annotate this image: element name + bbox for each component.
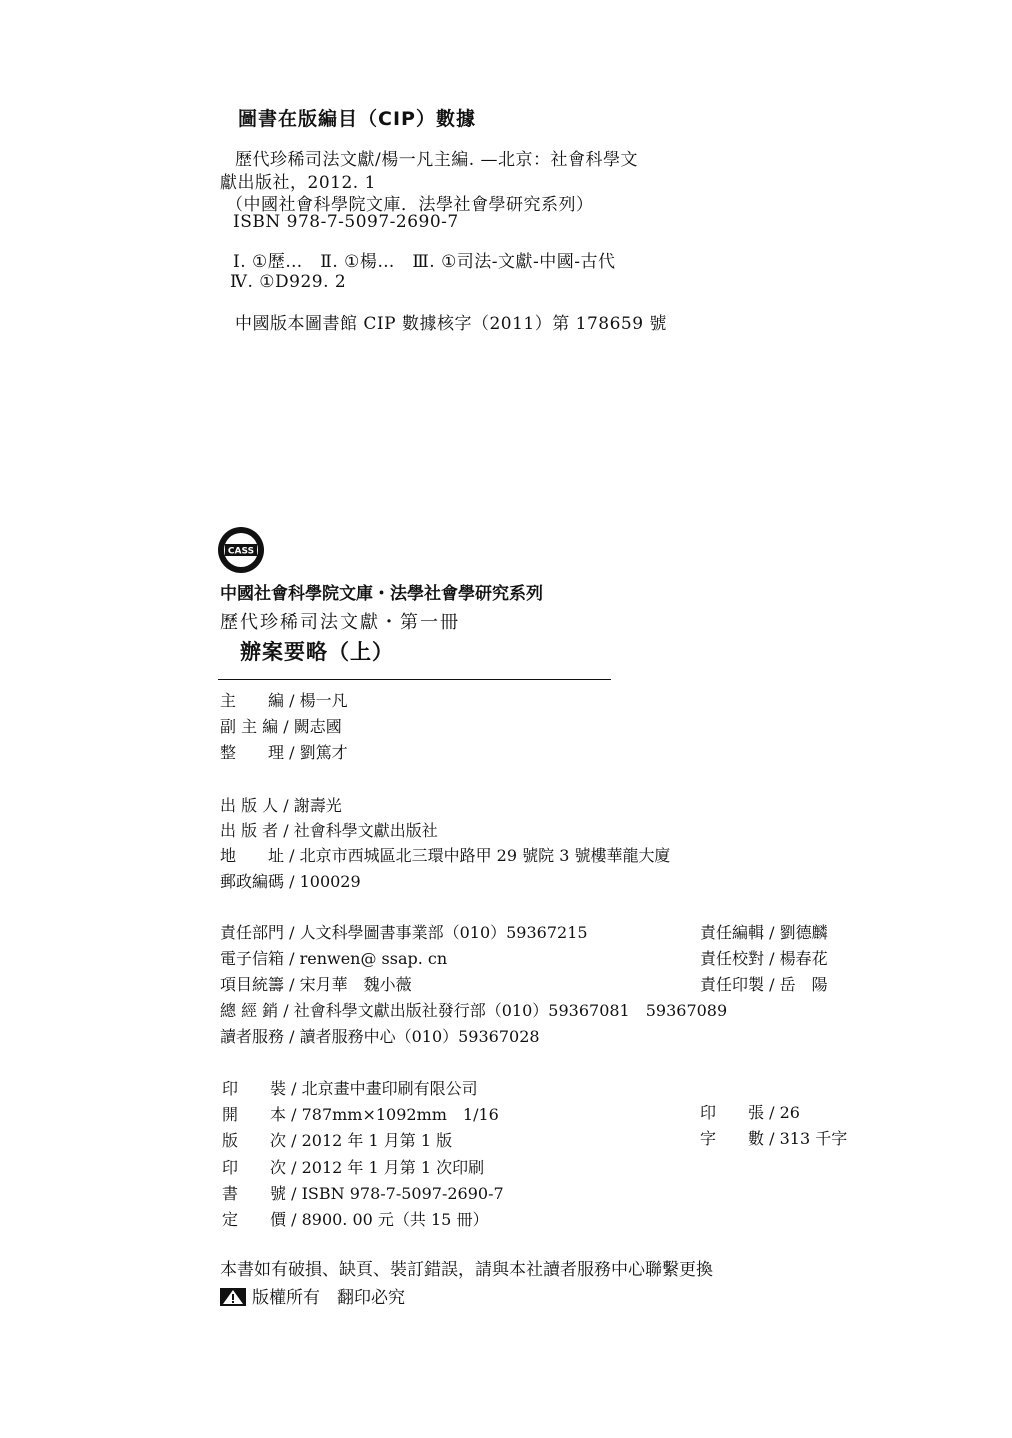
spec-label: 書 號 xyxy=(222,1184,287,1203)
contact-label: 讀者服務 xyxy=(220,1027,285,1046)
cip-line-1: 歷代珍稀司法文獻/楊一凡主編. —北京：社會科學文 xyxy=(235,150,639,170)
damage-notice: 本書如有破損、缺頁、裝訂錯誤，請與本社讀者服務中心聯繫更換 xyxy=(220,1260,713,1280)
spec-value: 8900. 00 元（共 15 冊） xyxy=(301,1210,489,1229)
spec-value: 2012 年 1 月第 1 版 xyxy=(301,1131,453,1150)
credit-compiler: 整 理 / 劉篤才 xyxy=(220,740,348,763)
spec-label: 印 次 xyxy=(222,1158,287,1177)
warning-triangle-icon xyxy=(220,1288,246,1306)
contact-label: 責任校對 xyxy=(700,949,765,968)
publisher-label: 地 址 xyxy=(220,846,285,865)
credit-label: 整 理 xyxy=(220,743,285,762)
contact-label: 責任部門 xyxy=(220,923,285,942)
contact-label: 項目統籌 xyxy=(220,975,285,994)
contact-value: 社會科學文獻出版社發行部（010）59367081 59367089 xyxy=(293,1001,728,1020)
credit-value: 劉篤才 xyxy=(299,743,348,762)
contact-label: 電子信箱 xyxy=(220,949,285,968)
cip-line-4: ISBN 978-7-5097-2690-7 xyxy=(233,212,459,232)
contact-email: 電子信箱 / renwen@ ssap. cn xyxy=(220,946,447,969)
publisher-postcode: 郵政編碼 / 100029 xyxy=(220,869,361,892)
publisher-value: 社會科學文獻出版社 xyxy=(293,821,438,840)
publisher-name: 出 版 者 / 社會科學文獻出版社 xyxy=(220,818,438,841)
publisher-value: 謝壽光 xyxy=(293,796,342,815)
spec-label: 字 數 xyxy=(700,1129,765,1148)
series-title: 中國社會科學院文庫・法學社會學研究系列 xyxy=(220,584,543,604)
contact-distributor: 總 經 銷 / 社會科學文獻出版社發行部（010）59367081 59367089 xyxy=(220,998,727,1021)
cip-line-2: 獻出版社，2012. 1 xyxy=(220,173,376,193)
cip-line-5: Ⅰ. ①歷… Ⅱ. ①楊… Ⅲ. ①司法-文獻-中國-古代 xyxy=(233,252,616,272)
spec-value: 313 千字 xyxy=(779,1129,848,1148)
contact-label: 責任編輯 xyxy=(700,923,765,942)
credit-label: 副 主 編 xyxy=(220,717,279,736)
spec-label: 印 張 xyxy=(700,1103,765,1122)
credit-value: 闕志國 xyxy=(293,717,342,736)
spec-value: 26 xyxy=(779,1103,800,1122)
spec-label: 版 次 xyxy=(222,1131,287,1150)
contact-value: 楊春花 xyxy=(779,949,828,968)
publisher-label: 出 版 者 xyxy=(220,821,279,840)
spec-words: 字 數 / 313 千字 xyxy=(700,1126,847,1149)
cass-logo-text: CASS xyxy=(227,546,255,557)
contact-value: 人文科學圖書事業部（010）59367215 xyxy=(299,923,588,942)
spec-value: 北京畫中畫印刷有限公司 xyxy=(301,1079,478,1098)
credit-label: 主 編 xyxy=(220,691,285,710)
credit-editor: 主 編 / 楊一凡 xyxy=(220,688,348,711)
rights-line xyxy=(220,1283,405,1308)
publisher-person: 出 版 人 / 謝壽光 xyxy=(220,793,342,816)
cip-line-6: Ⅳ. ①D929. 2 xyxy=(230,272,347,292)
cip-line-7: 中國版本圖書館 CIP 數據核字（2011）第 178659 號 xyxy=(235,314,667,334)
publisher-value: 100029 xyxy=(299,872,361,891)
subtitle: 歷代珍稀司法文獻・第一冊 xyxy=(220,612,460,633)
title-rule xyxy=(218,679,611,680)
spec-sheets: 印 張 / 26 xyxy=(700,1100,800,1123)
contact-value: renwen@ ssap. cn xyxy=(299,949,448,968)
spec-value: 787mm×1092mm 1/16 xyxy=(301,1105,499,1124)
spec-label: 開 本 xyxy=(222,1105,287,1124)
rights-text: 版權所有 翻印必究 xyxy=(252,1288,405,1308)
spec-label: 定 價 xyxy=(222,1210,287,1229)
contact-reader-service: 讀者服務 / 讀者服務中心（010）59367028 xyxy=(220,1024,540,1047)
contact-resp-editor: 責任編輯 / 劉德麟 xyxy=(700,920,828,943)
contact-value: 讀者服務中心（010）59367028 xyxy=(299,1027,540,1046)
contact-print-supervisor: 責任印製 / 岳 陽 xyxy=(700,972,828,995)
spec-value: ISBN 978-7-5097-2690-7 xyxy=(301,1184,504,1203)
publisher-label: 郵政編碼 xyxy=(220,872,285,891)
contact-value: 劉德麟 xyxy=(779,923,828,942)
contact-label: 總 經 銷 xyxy=(220,1001,279,1020)
spec-price: 定 價 / 8900. 00 元（共 15 冊） xyxy=(222,1207,488,1230)
publisher-address: 地 址 / 北京市西城區北三環中路甲 29 號院 3 號樓華龍大廈 xyxy=(220,843,670,866)
contact-proofreader: 責任校對 / 楊春花 xyxy=(700,946,828,969)
spec-printing: 印 次 / 2012 年 1 月第 1 次印刷 xyxy=(222,1155,484,1178)
book-title: 辦案要略（上） xyxy=(240,640,394,664)
spec-label: 印 裝 xyxy=(222,1079,287,1098)
publisher-label: 出 版 人 xyxy=(220,796,279,815)
spec-printer: 印 裝 / 北京畫中畫印刷有限公司 xyxy=(222,1076,478,1099)
contact-label: 責任印製 xyxy=(700,975,765,994)
spec-edition: 版 次 / 2012 年 1 月第 1 版 xyxy=(222,1128,452,1151)
contact-value: 岳 陽 xyxy=(779,975,828,994)
contact-department: 責任部門 / 人文科學圖書事業部（010）59367215 xyxy=(220,920,588,943)
cass-logo-icon xyxy=(216,525,266,575)
contact-value: 宋月華 魏小薇 xyxy=(299,975,412,994)
credit-deputy-editor: 副 主 編 / 闕志國 xyxy=(220,714,342,737)
spec-format: 開 本 / 787mm×1092mm 1/16 xyxy=(222,1102,499,1125)
credit-value: 楊一凡 xyxy=(299,691,348,710)
cip-line-3: （中國社會科學院文庫．法學社會學研究系列） xyxy=(226,195,594,215)
spec-isbn: 書 號 / ISBN 978-7-5097-2690-7 xyxy=(222,1181,504,1204)
spec-value: 2012 年 1 月第 1 次印刷 xyxy=(301,1158,485,1177)
publisher-value: 北京市西城區北三環中路甲 29 號院 3 號樓華龍大廈 xyxy=(299,846,671,865)
contact-coordinator: 項目統籌 / 宋月華 魏小薇 xyxy=(220,972,412,995)
cip-title: 圖書在版編目（CIP）數據 xyxy=(238,108,476,130)
